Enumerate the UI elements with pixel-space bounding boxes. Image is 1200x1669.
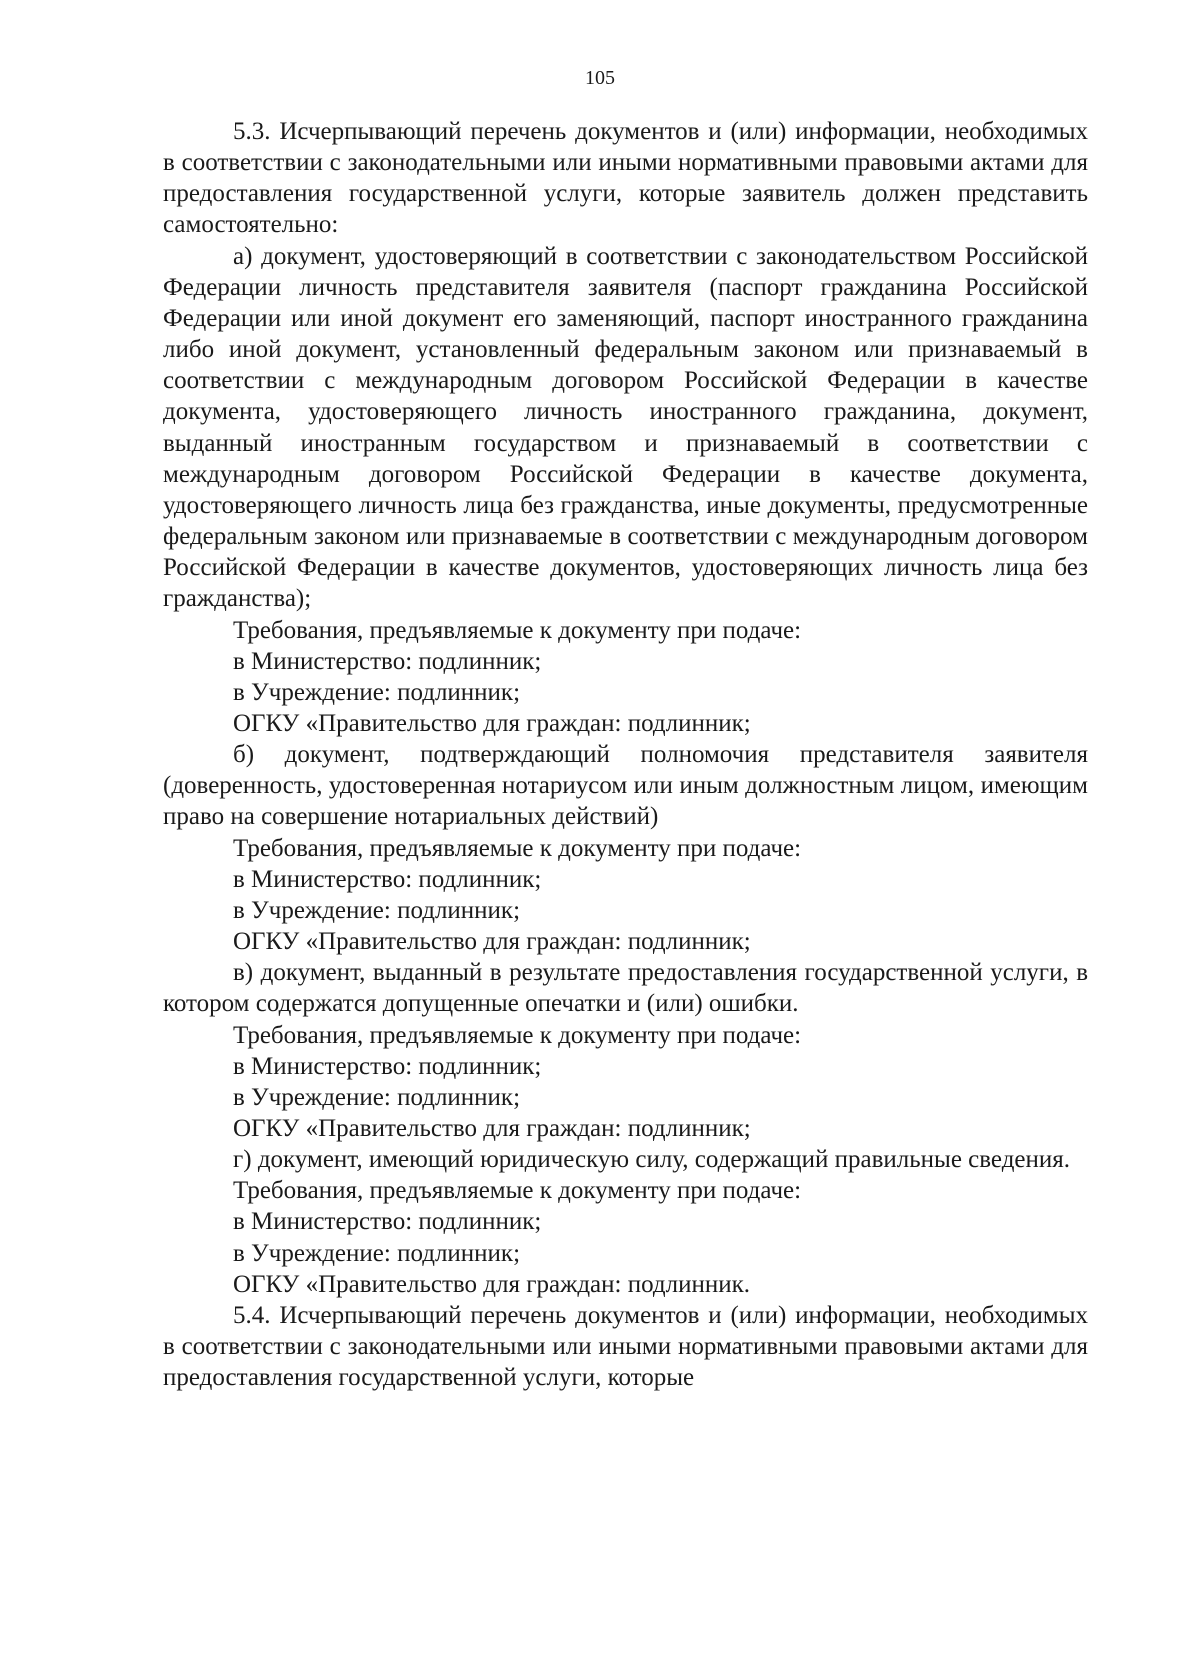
requirement-ogku-b: ОГКУ «Правительство для граждан: подлинник; — [233, 928, 751, 956]
requirement-institution-a: в Учреждение: подлинник; — [233, 678, 521, 706]
paragraph-item-c: в) документ, выданный в результате предоставления государственной услуги, в котором содержатся допущенные опечатки и (или) ошибки. — [163, 959, 1088, 1018]
requirement-ogku-d: ОГКУ «Правительство для граждан: подлинник. — [233, 1270, 750, 1298]
paragraph-5-3: 5.3. Исчерпывающий перечень документов и (или) информации, необходимых в соответствии с законодательными или иными нормативными правовыми актами для предоставления государственной услуги, которые заявитель должен представить самостоятельно: — [163, 118, 1088, 239]
requirements-title-d: Требования, предъявляемые к документу при подаче: — [233, 1177, 802, 1205]
paragraph-item-d: г) документ, имеющий юридическую силу, содержащий правильные сведения. — [233, 1146, 1071, 1174]
requirement-institution-d: в Учреждение: подлинник; — [233, 1239, 521, 1267]
requirement-ministry-b: в Министерство: подлинник; — [233, 865, 542, 893]
requirement-ogku-a: ОГКУ «Правительство для граждан: подлинник; — [233, 709, 751, 737]
document-body — [163, 116, 1088, 1393]
paragraph-item-a: а) документ, удостоверяющий в соответствии с законодательством Российской Федерации личность представителя заявителя (паспорт гражданина Российской Федерации или иной документ его заменяющий, паспорт иностранного гражданина либо иной документ, установленный федеральным законом или признаваемый в соответствии с международным договором Российской Федерации в качестве документа, удостоверяющего личность иностранного гражданина, документ, выданный иностранным государством и признаваемый в соответствии с международным договором Российской Федерации в качестве документа, удостоверяющего личность лица без гражданства, иные документы, предусмотренные федеральным законом или признаваемые в соответствии с международным договором Российской Федерации в качестве документов, удостоверяющих личность лица без гражданства); — [163, 242, 1088, 613]
requirement-ministry-d: в Министерство: подлинник; — [233, 1208, 542, 1236]
requirement-institution-c: в Учреждение: подлинник; — [233, 1083, 521, 1111]
page-number: 105 — [585, 67, 615, 89]
paragraph-5-4: 5.4. Исчерпывающий перечень документов и (или) информации, необходимых в соответствии с законодательными или иными нормативными правовыми актами для предоставления государственной услуги, которые — [163, 1301, 1088, 1392]
requirement-ogku-c: ОГКУ «Правительство для граждан: подлинник; — [233, 1115, 751, 1142]
requirement-institution-b: в Учреждение: подлинник; — [233, 896, 521, 924]
requirements-title-b: Требования, предъявляемые к документу при подаче: — [233, 834, 802, 862]
paragraph-item-b: б) документ, подтверждающий полномочия представителя заявителя (доверенность, удостоверенная нотариусом или иным должностным лицом, имеющим право на совершение нотариальных действий) — [163, 741, 1088, 831]
requirement-ministry-c: в Министерство: подлинник; — [233, 1052, 542, 1080]
requirement-ministry-a: в Министерство: подлинник; — [233, 647, 542, 675]
requirements-title-c: Требования, предъявляемые к документу при подаче: — [233, 1021, 802, 1049]
requirements-title-a: Требования, предъявляемые к документу при подаче: — [233, 616, 802, 644]
